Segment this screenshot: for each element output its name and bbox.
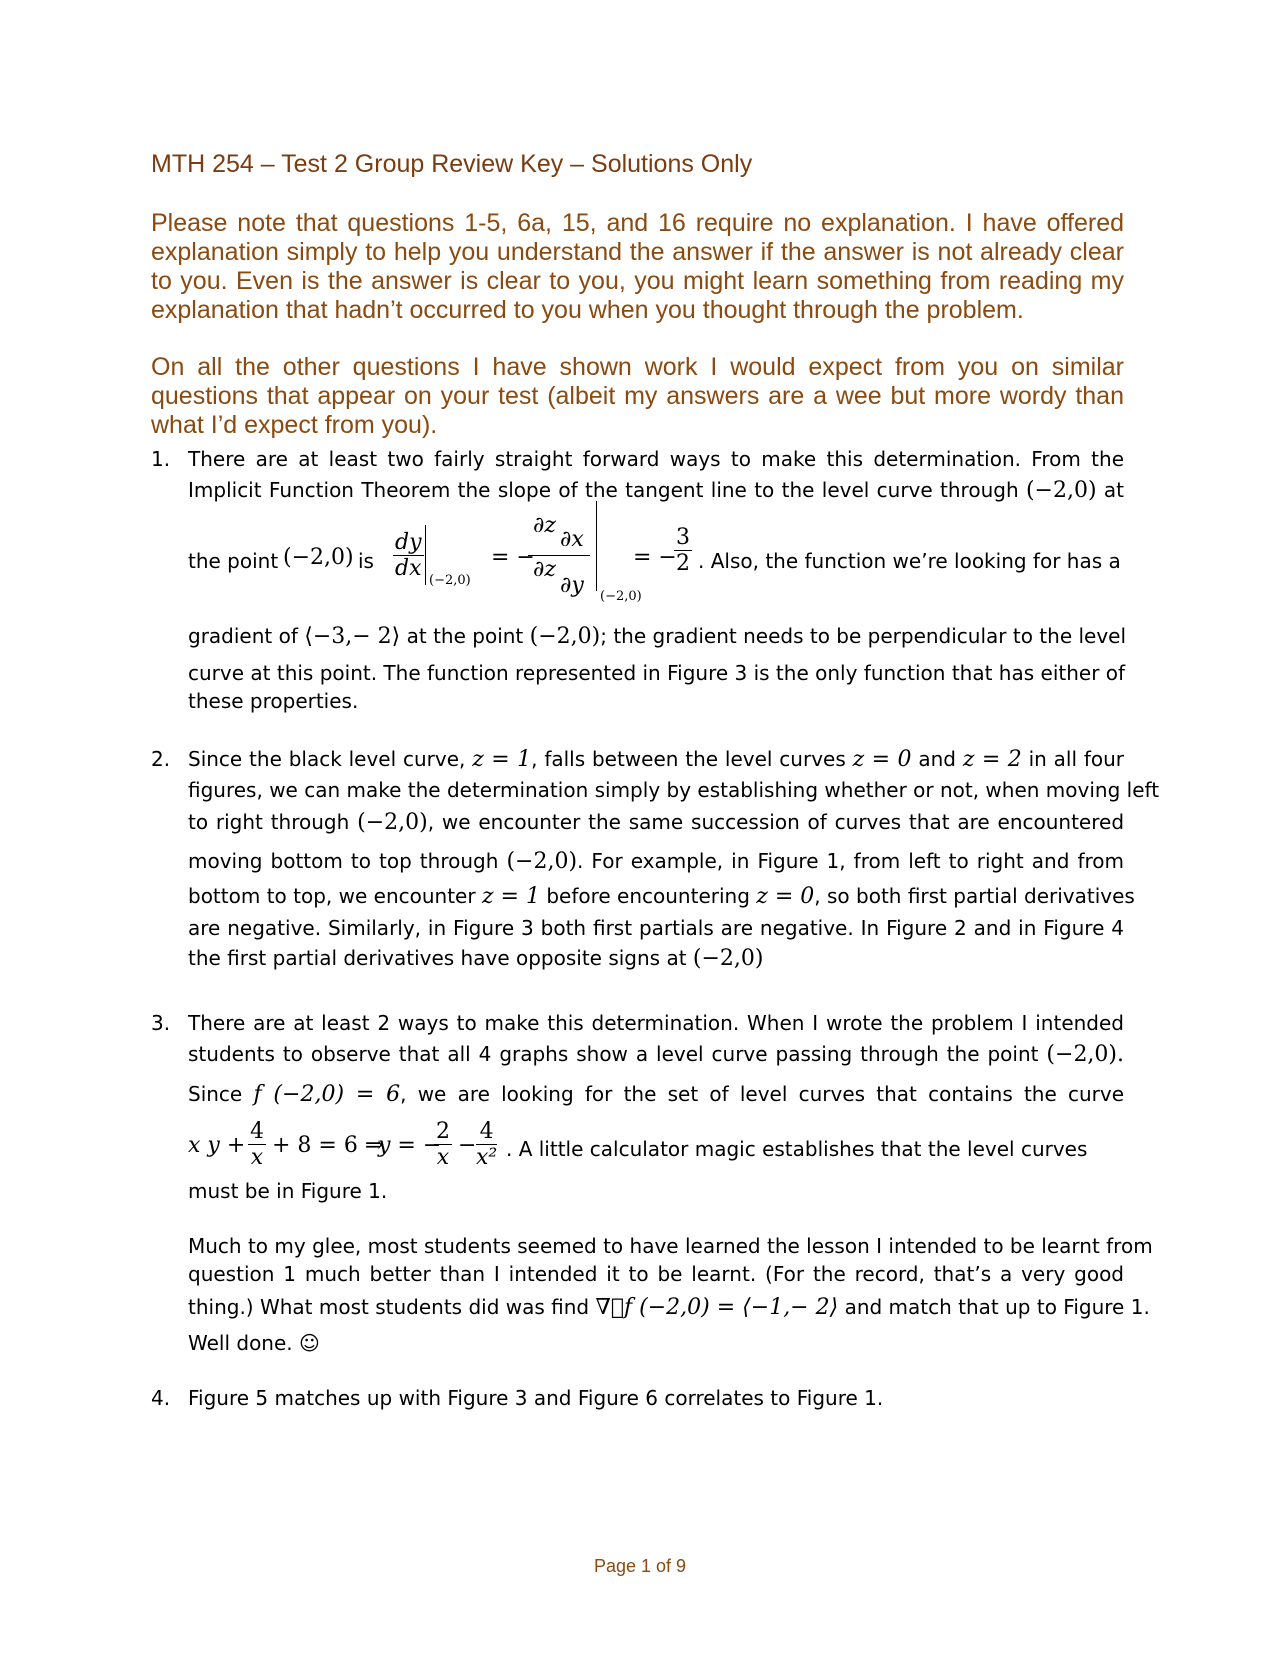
- math-point: (−2,0): [506, 849, 578, 874]
- text-line: the first partial derivatives have opposite signs at (−2,0): [188, 946, 764, 971]
- text-line: There are at least two fairly straight forward ways to make this determination. From the: [188, 447, 1124, 471]
- text-line: Implicit Function Theorem the slope of the tangent line to the level curve through (−2,0) at: [188, 478, 1125, 503]
- text-line: Much to my glee, most students seemed to have learned the lesson I intended to be learnt from: [188, 1234, 1153, 1258]
- text-line: are negative. Similarly, in Figure 3 both first partials are negative. In Figure 2 and in Figure 4: [188, 916, 1124, 940]
- math-point: (−2,0).: [1046, 1042, 1125, 1067]
- text-line: to right through (−2,0), we encounter the same succession of curves that are encountered: [188, 810, 1125, 835]
- equation-line: x y + $\frac{4}{x}$ + 8 = 6 ⇒ y = − $\frac{2}{x}$ − $\frac{4}{\text{x²}}$ . A little calculator magic establishes that the level curves: [188, 1119, 1088, 1170]
- page-number: Page 1 of 9: [593, 1556, 687, 1576]
- question-number: 1.: [151, 447, 171, 471]
- question-number: 2.: [151, 747, 171, 771]
- math-point: (−2,0): [692, 946, 764, 971]
- evaluation-bar: [425, 525, 426, 585]
- text-line: students to observe that all 4 graphs show a level curve passing through the point (−2,0).: [188, 1042, 1125, 1067]
- page-title: MTH 254 – Test 2 Group Review Key – Solutions Only: [151, 150, 753, 178]
- question-number: 4.: [151, 1386, 171, 1410]
- equation-line: the point (−2,0) is $\frac{dy}{dx}$ (−2,0) = − ∂z ∂x ∂z ∂y (−2,0) = − $\frac{3}{2}$ . Also, the function we’re looking for has a: [188, 525, 1124, 605]
- text-line: these properties.: [188, 689, 359, 713]
- text-line: moving bottom to top through (−2,0). For example, in Figure 1, from left to right and from: [188, 849, 1124, 874]
- math-point: (−2,0): [283, 545, 354, 570]
- text-line: Since f (−2,0) = 6, we are looking for the set of level curves that contains the curve: [188, 1082, 1125, 1107]
- math-point: (−2,0): [529, 624, 601, 649]
- math-point: (−2,0): [1025, 478, 1097, 503]
- text-line: bottom to top, we encounter z = 1 before encountering z = 0, so both first partial derivatives: [188, 884, 1135, 909]
- text-line: must be in Figure 1.: [188, 1179, 388, 1203]
- slope-fraction: $\frac{3}{2}$: [676, 525, 690, 576]
- text-line: Since the black level curve, z = 1, falls between the level curves z = 0 and z = 2 in all four: [188, 747, 1125, 772]
- text-line: figures, we can make the determination simply by establishing whether or not, when moving left: [188, 778, 1160, 802]
- partial-ratio: ∂z ∂x ∂z ∂y: [528, 513, 588, 603]
- text-line: gradient of ⟨−3,− 2⟩ at the point (−2,0); the gradient needs to be perpendicular to the level: [188, 624, 1127, 649]
- intro-paragraph-2: On all the other questions I have shown work I would expect from you on similar questions that appear on your test (albeit my answers are a wee but more wordy than what I’d expect from you).: [151, 353, 1124, 439]
- derivative-fraction: $\frac{dy}{dx}$: [395, 530, 422, 581]
- math-point: (−2,0): [357, 810, 428, 835]
- text-line: thing.) What most students did was find ∇⃗f (−2,0) = ⟨−1,− 2⟩ and match that up to Figure 1.: [188, 1295, 1150, 1320]
- text-line: question 1 much better than I intended it to be learnt. (For the record, that’s a very good: [188, 1262, 1124, 1286]
- question-number: 3.: [151, 1011, 171, 1035]
- evaluation-bar: [596, 501, 597, 591]
- text-line: Figure 5 matches up with Figure 3 and Figure 6 correlates to Figure 1.: [188, 1386, 884, 1410]
- text-line: Well done. ☺: [188, 1331, 320, 1355]
- text-line: There are at least 2 ways to make this determination. When I wrote the problem I intended: [188, 1011, 1124, 1035]
- gradient-vector: ⟨−3,− 2⟩: [304, 624, 401, 649]
- text-line: curve at this point. The function represented in Figure 3 is the only function that has either of: [188, 661, 1126, 685]
- gradient-expression: ∇⃗f (−2,0) = ⟨−1,− 2⟩: [595, 1295, 839, 1320]
- intro-paragraph-1: Please note that questions 1-5, 6a, 15, and 16 require no explanation. I have offered explanation simply to help you understand the answer if the answer is not already clear to you. Even is the answer is clear to you, you might learn something from reading my explanation that hadn’t occurred to you when you thought through the problem.: [151, 209, 1124, 324]
